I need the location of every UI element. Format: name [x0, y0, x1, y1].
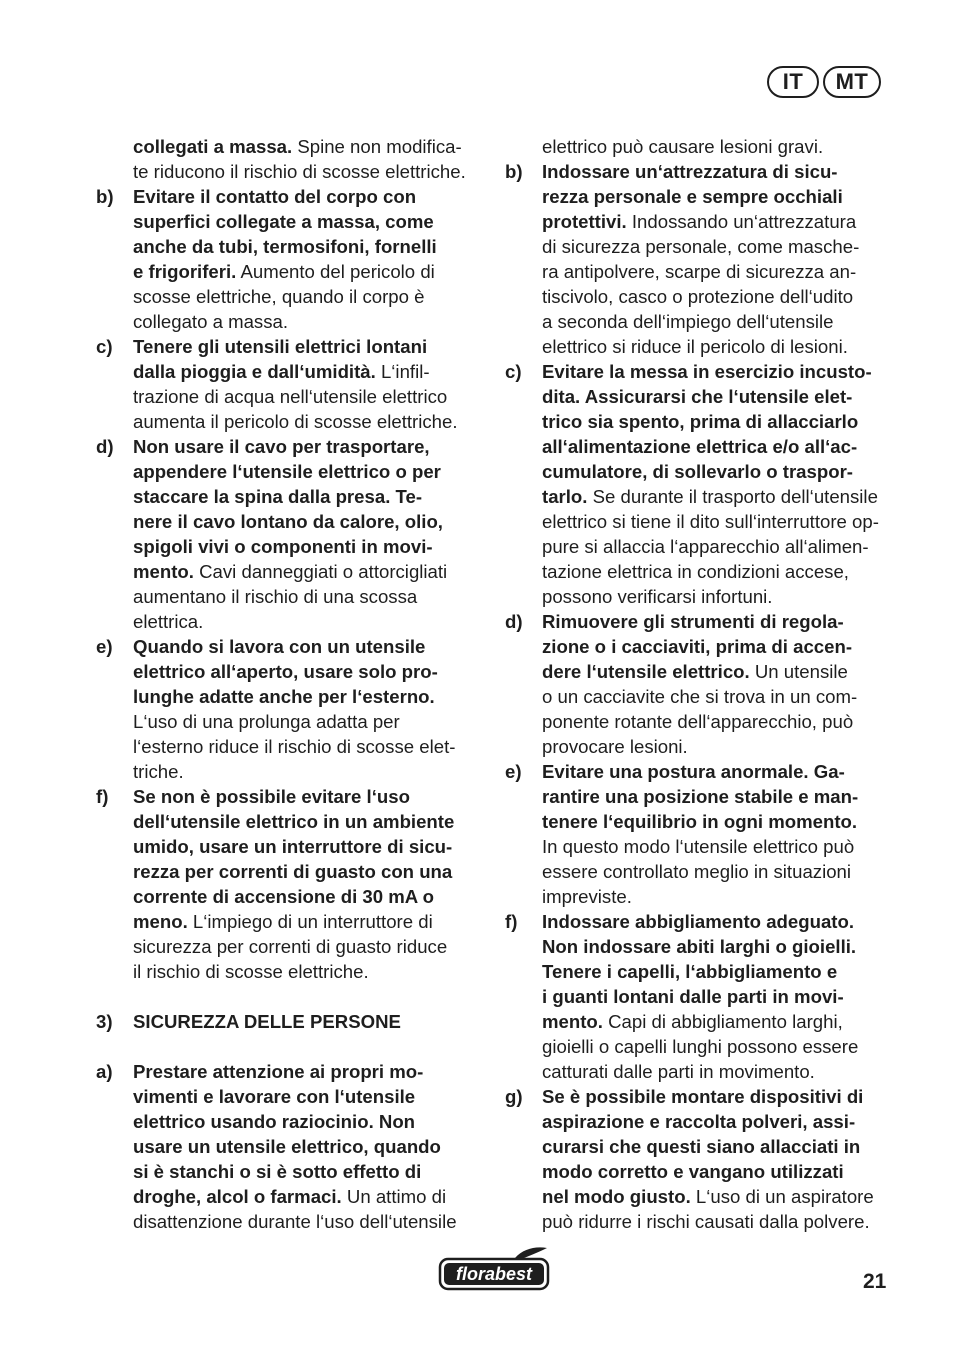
regular-text: provocare lesioni. — [542, 736, 688, 757]
list-item — [96, 784, 481, 984]
text-line — [133, 559, 481, 584]
item-text — [542, 159, 895, 359]
regular-text: impreviste. — [542, 886, 632, 907]
text-line — [133, 234, 481, 259]
page-number: 21 — [863, 1270, 887, 1293]
item-label: e) — [96, 636, 113, 657]
text-line — [542, 734, 895, 759]
bold-text: Indossare abbigliamento adeguato. — [542, 911, 855, 932]
bold-text: tarlo. — [542, 486, 588, 507]
text-line — [542, 634, 895, 659]
left-items-before — [96, 184, 481, 984]
item-text — [133, 434, 481, 634]
bold-text: collegati a massa. — [133, 136, 293, 157]
bold-text: Evitare la messa in esercizio incusto- — [542, 361, 872, 382]
list-item — [505, 909, 895, 1084]
bold-text: elettrico usando raziocinio. Non — [133, 1111, 416, 1132]
bold-text: Quando si lavora con un utensile — [133, 636, 426, 657]
bold-text: mento. — [133, 561, 194, 582]
text-line — [542, 159, 895, 184]
bold-text: dell‘utensile elettrico in un ambiente — [133, 811, 455, 832]
item-text — [133, 334, 481, 434]
item-text — [133, 784, 481, 984]
section-title: SICUREZZA DELLE PERSONE — [133, 1011, 401, 1032]
text-line — [133, 659, 481, 684]
regular-text: In questo modo l‘utensile elettrico può — [542, 836, 855, 857]
bold-text: Rimuovere gli strumenti di regola- — [542, 611, 844, 632]
bold-text: all‘alimentazione elettrica e/o all‘ac- — [542, 436, 858, 457]
florabest-logo-graphic — [437, 1246, 551, 1292]
item-text — [133, 1059, 481, 1234]
bold-text: modo corretto e vangano utilizzati — [542, 1161, 844, 1182]
bold-text: usare un utensile elettrico, quando — [133, 1136, 441, 1157]
left-items-after — [96, 1059, 481, 1234]
regular-text: elettrico può causare lesioni gravi. — [542, 136, 824, 157]
item-label: b) — [96, 186, 114, 207]
bold-text: rezza per correnti di guasto con una — [133, 861, 453, 882]
text-line — [133, 1159, 481, 1184]
text-line — [133, 684, 481, 709]
left-column — [96, 134, 481, 1234]
list-item — [96, 334, 481, 434]
bold-text: dita. Assicurarsi che l‘utensile elet- — [542, 386, 853, 407]
text-line — [133, 434, 481, 459]
text-line — [542, 684, 895, 709]
bold-text: Se è possibile montare dispositivi di — [542, 1086, 864, 1107]
regular-text: essere controllato meglio in situazioni — [542, 861, 852, 882]
bold-text: superfici collegate a massa, come — [133, 211, 434, 232]
text-line — [542, 809, 895, 834]
text-line — [133, 459, 481, 484]
list-item — [96, 1059, 481, 1234]
text-line — [542, 859, 895, 884]
regular-text: aumentano il rischio di una scossa — [133, 586, 418, 607]
regular-text: può ridurre i rischi causati dalla polvere. — [542, 1211, 870, 1232]
text-line — [542, 409, 895, 434]
text-line — [542, 384, 895, 409]
text-line — [133, 759, 481, 784]
regular-text: disattenzione durante l‘uso dell‘utensile — [133, 1211, 457, 1232]
section-number: 3) — [96, 1011, 113, 1032]
item-text — [542, 909, 895, 1084]
list-item — [96, 184, 481, 334]
item-text — [542, 609, 895, 759]
text-line — [133, 909, 481, 934]
bold-text: appendere l‘utensile elettrico o per — [133, 461, 441, 482]
text-line — [542, 309, 895, 334]
florabest-logo — [437, 1246, 551, 1297]
text-line — [542, 709, 895, 734]
list-item — [96, 434, 481, 634]
text-line — [133, 834, 481, 859]
continued-paragraph — [96, 134, 481, 184]
regular-text: Aumento del pericolo di — [236, 261, 435, 282]
bold-text: rantire una posizione stabile e man- — [542, 786, 859, 807]
item-label: b) — [505, 161, 523, 182]
regular-text: catturati dalle parti in movimento. — [542, 1061, 815, 1082]
text-line — [542, 784, 895, 809]
text-line — [133, 1184, 481, 1209]
bold-text: rezza personale e sempre occhiali — [542, 186, 843, 207]
text-line — [133, 634, 481, 659]
text-line — [542, 1209, 895, 1234]
text-line — [133, 709, 481, 734]
regular-text: pure si allaccia l‘apparecchio all‘alimen- — [542, 536, 869, 557]
bold-text: elettrico all‘aperto, usare solo pro- — [133, 661, 438, 682]
bold-text: dalla pioggia e dall‘umidità. — [133, 361, 376, 382]
item-label: f) — [96, 786, 109, 807]
bold-text: Se non è possibile evitare l‘uso — [133, 786, 410, 807]
regular-text: a seconda dell‘impiego dell‘utensile — [542, 311, 834, 332]
text-line — [542, 884, 895, 909]
bold-text: tenere l‘equilibrio in ogni momento. — [542, 811, 858, 832]
text-line — [542, 559, 895, 584]
text-line — [133, 259, 481, 284]
text-line — [133, 534, 481, 559]
regular-text: ponente rotante dell‘apparecchio, può — [542, 711, 854, 732]
bold-text: droghe, alcol o farmaci. — [133, 1186, 342, 1207]
section-heading — [96, 1009, 481, 1034]
regular-text: il rischio di scosse elettriche. — [133, 961, 369, 982]
text-line — [542, 959, 895, 984]
regular-text: gioielli o capelli lunghi possono essere — [542, 1036, 859, 1057]
item-label: d) — [96, 436, 114, 457]
text-line — [133, 384, 481, 409]
bold-text: Tenere i capelli, l‘abbigliamento e — [542, 961, 838, 982]
text-line — [133, 734, 481, 759]
list-item — [96, 634, 481, 784]
text-line — [133, 784, 481, 809]
regular-text: L‘impiego di un interruttore di — [187, 911, 433, 932]
text-line — [542, 1034, 895, 1059]
regular-text: ra antipolvere, scarpe di sicurezza an- — [542, 261, 857, 282]
text-line — [133, 1134, 481, 1159]
regular-text: Se durante il trasporto dell‘utensile — [587, 486, 878, 507]
bold-text: protettivi. — [542, 211, 627, 232]
bold-text: si è stanchi o si è sotto effetto di — [133, 1161, 422, 1182]
item-label: c) — [505, 361, 522, 382]
regular-text: Capi di abbigliamento larghi, — [602, 1011, 843, 1032]
text-line — [542, 334, 895, 359]
language-badges — [767, 66, 881, 98]
text-line — [542, 1184, 895, 1209]
text-line — [542, 484, 895, 509]
regular-text: Cavi danneggiati o attorcigliati — [193, 561, 448, 582]
regular-text: elettrica. — [133, 611, 204, 632]
list-item — [505, 759, 895, 909]
bold-text: lunghe adatte anche per l‘esterno. — [133, 686, 435, 707]
text-line — [542, 1084, 895, 1109]
regular-text: Spine non modifica- — [292, 136, 462, 157]
regular-text: scosse elettriche, quando il corpo è — [133, 286, 425, 307]
bold-text: trico sia spento, prima di allacciarlo — [542, 411, 859, 432]
regular-text: aumenta il pericolo di scosse elettriche. — [133, 411, 458, 432]
regular-text: tiscivolo, casco o protezione dell‘udito — [542, 286, 854, 307]
text-line — [133, 184, 481, 209]
bold-text: umido, usare un interruttore di sicu- — [133, 836, 453, 857]
bold-text: i guanti lontani dalle parti in movi- — [542, 986, 844, 1007]
bold-text: nel modo giusto. — [542, 1186, 691, 1207]
text-line — [133, 1059, 481, 1084]
regular-text: L‘uso di una prolunga adatta per — [133, 711, 400, 732]
regular-text: te riducono il rischio di scosse elettriche. — [133, 161, 466, 182]
bold-text: Non usare il cavo per trasportare, — [133, 436, 430, 457]
text-line — [542, 1134, 895, 1159]
text-line — [542, 1009, 895, 1034]
text-line — [542, 209, 895, 234]
bold-text: e frigoriferi. — [133, 261, 237, 282]
text-line — [133, 309, 481, 334]
right-column — [505, 134, 895, 1234]
language-badge-it: IT — [767, 66, 819, 98]
text-line — [133, 159, 481, 184]
text-line — [542, 934, 895, 959]
bold-text: Tenere gli utensili elettrici lontani — [133, 336, 428, 357]
text-line — [542, 584, 895, 609]
right-items — [505, 159, 895, 1234]
text-line — [542, 1159, 895, 1184]
item-text — [542, 759, 895, 909]
bold-text: mento. — [542, 1011, 603, 1032]
text-line — [542, 909, 895, 934]
list-item — [505, 159, 895, 359]
text-line — [133, 359, 481, 384]
bold-text: meno. — [133, 911, 188, 932]
regular-text: Un attimo di — [341, 1186, 447, 1207]
text-line — [133, 934, 481, 959]
regular-text: possono verificarsi infortuni. — [542, 586, 773, 607]
list-item — [505, 609, 895, 759]
text-line — [542, 1059, 895, 1084]
regular-text: Un utensile — [749, 661, 848, 682]
regular-text: Indossando un‘attrezzatura — [626, 211, 857, 232]
regular-text: trazione di acqua nell‘utensile elettrico — [133, 386, 448, 407]
text-line — [133, 209, 481, 234]
text-line — [542, 534, 895, 559]
text-line — [542, 184, 895, 209]
language-badge-mt: MT — [823, 66, 881, 98]
regular-text: L‘infil- — [375, 361, 430, 382]
text-line — [542, 284, 895, 309]
bold-text: zione o i cacciaviti, prima di accen- — [542, 636, 853, 657]
list-item — [505, 359, 895, 609]
item-text — [133, 184, 481, 334]
bold-text: anche da tubi, termosifoni, fornelli — [133, 236, 437, 257]
bold-text: Evitare il contatto del corpo con — [133, 186, 417, 207]
logo-text: florabest — [455, 1264, 533, 1284]
text-line — [542, 1109, 895, 1134]
bold-text: vimenti e lavorare con l‘utensile — [133, 1086, 416, 1107]
bold-text: Evitare una postura anormale. Ga- — [542, 761, 845, 782]
bold-text: staccare la spina dalla presa. Te- — [133, 486, 423, 507]
text-line — [542, 834, 895, 859]
list-item — [505, 1084, 895, 1234]
bold-text: corrente di accensione di 30 mA o — [133, 886, 435, 907]
text-line — [133, 1109, 481, 1134]
bold-text: Non indossare abiti larghi o gioielli. — [542, 936, 857, 957]
regular-text: L‘uso di un aspiratore — [690, 1186, 874, 1207]
item-label: g) — [505, 1086, 523, 1107]
item-label: d) — [505, 611, 523, 632]
item-text — [542, 1084, 895, 1234]
item-text — [133, 634, 481, 784]
text-line — [133, 584, 481, 609]
text-line — [133, 134, 481, 159]
text-line — [133, 884, 481, 909]
regular-text: tazione elettrica in condizioni accese, — [542, 561, 849, 582]
bold-text: dere l‘utensile elettrico. — [542, 661, 750, 682]
text-line — [133, 334, 481, 359]
regular-text: l‘esterno riduce il rischio di scosse elet- — [133, 736, 456, 757]
text-line — [133, 1084, 481, 1109]
text-line — [133, 284, 481, 309]
bold-text: Prestare attenzione ai propri mo- — [133, 1061, 424, 1082]
bold-text: spigoli vivi o componenti in movi- — [133, 536, 433, 557]
text-line — [542, 234, 895, 259]
regular-text: triche. — [133, 761, 184, 782]
text-line — [542, 659, 895, 684]
text-line — [542, 259, 895, 284]
text-line — [542, 984, 895, 1009]
regular-text: sicurezza per correnti di guasto riduce — [133, 936, 448, 957]
text-line — [133, 1209, 481, 1234]
text-line — [133, 609, 481, 634]
text-line — [542, 134, 895, 159]
text-line — [542, 609, 895, 634]
text-line — [133, 959, 481, 984]
item-label: a) — [96, 1061, 113, 1082]
text-line — [542, 434, 895, 459]
bold-text: cumulatore, di sollevarlo o traspor- — [542, 461, 854, 482]
text-line — [133, 859, 481, 884]
regular-text: di sicurezza personale, come masche- — [542, 236, 860, 257]
bold-text: Indossare un‘attrezzatura di sicu- — [542, 161, 838, 182]
text-line — [133, 409, 481, 434]
regular-text: o un cacciavite che si trova in un com- — [542, 686, 858, 707]
item-label: f) — [505, 911, 518, 932]
regular-text: elettrico si tiene il dito sull‘interruttore op- — [542, 511, 879, 532]
text-line — [542, 759, 895, 784]
regular-text: collegato a massa. — [133, 311, 289, 332]
bold-text: nere il cavo lontano da calore, olio, — [133, 511, 443, 532]
text-line — [542, 359, 895, 384]
regular-text: elettrico si riduce il pericolo di lesioni. — [542, 336, 848, 357]
text-line — [133, 509, 481, 534]
item-label: c) — [96, 336, 113, 357]
text-line — [542, 509, 895, 534]
text-line — [133, 484, 481, 509]
item-label: e) — [505, 761, 522, 782]
continued-paragraph — [505, 134, 895, 159]
text-line — [542, 459, 895, 484]
bold-text: aspirazione e raccolta polveri, assi- — [542, 1111, 856, 1132]
text-line — [133, 809, 481, 834]
bold-text: curarsi che questi siano allacciati in — [542, 1136, 861, 1157]
item-text — [542, 359, 895, 609]
